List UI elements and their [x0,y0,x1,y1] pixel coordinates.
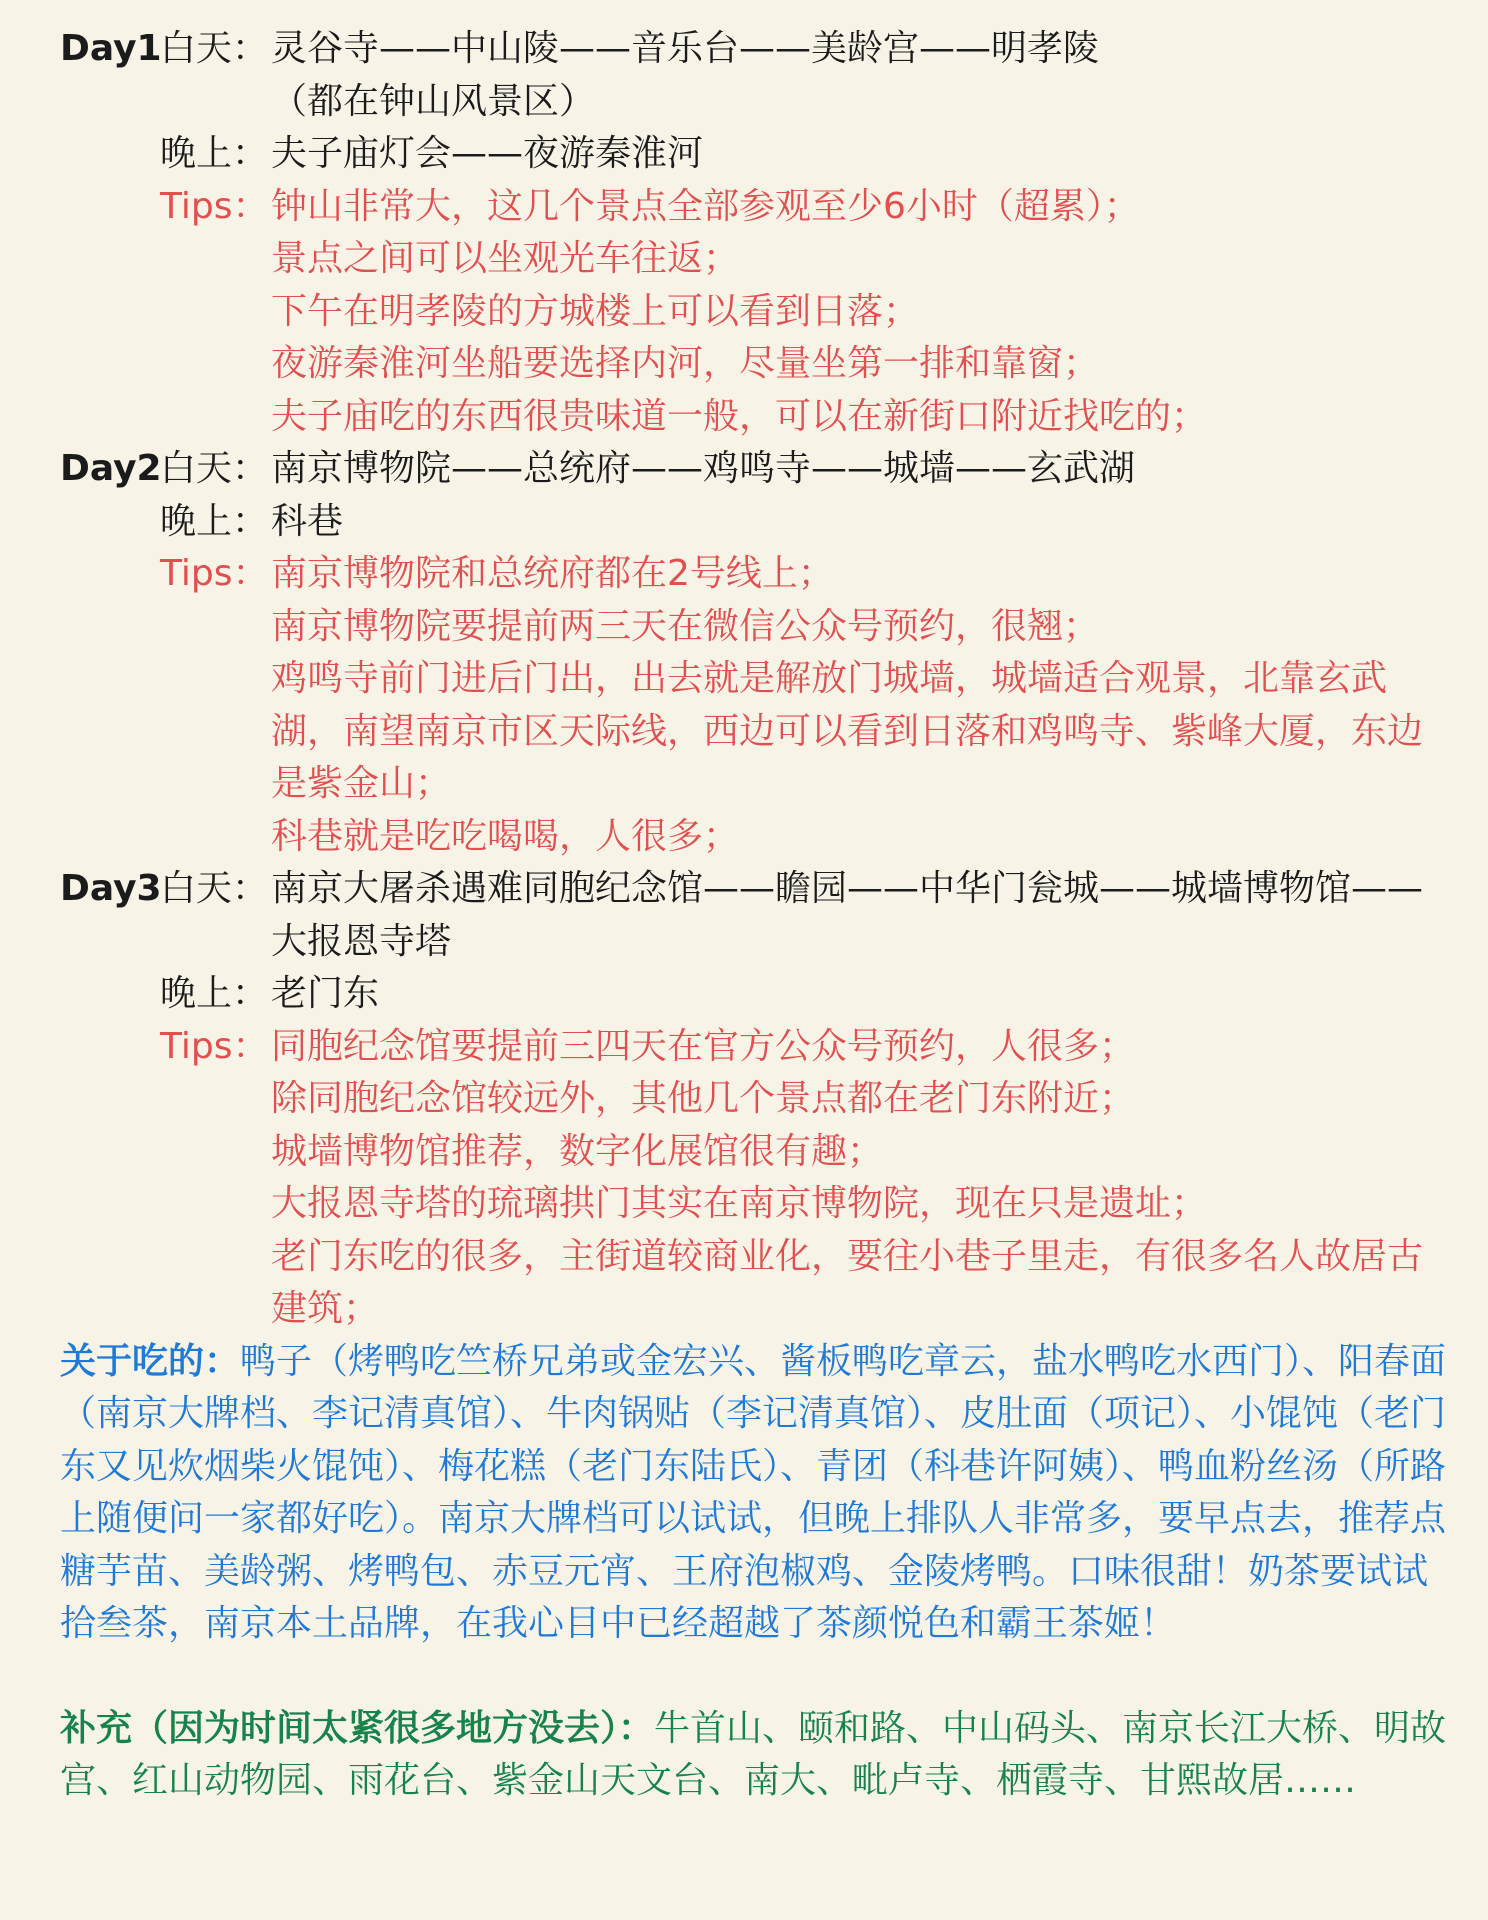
day1-tip: 下午在明孝陵的方城楼上可以看到日落； [271,290,920,332]
day2-tips-label: Tips： [160,553,269,594]
day1-night-label: 晚上： [160,133,269,174]
day3-tip: 城墙博物馆推荐，数字化展馆很有趣； [271,1130,884,1172]
day2-night-route: 科巷 [271,500,344,542]
day1-tips-list [271,181,1448,444]
day3-tips-list [271,1021,1448,1336]
paragraph-spacer [60,1651,1448,1703]
day2-tip: 南京博物院要提前两三天在微信公众号预约，很翘； [271,605,1100,647]
day3-tip: 除同胞纪念馆较远外，其他几个景点都在老门东附近； [271,1078,1136,1119]
day2-daytime-route: 南京博物院——总统府——鸡鸣寺——城墙——玄武湖 [271,448,1136,489]
day2-section [60,443,1448,863]
day1-tip: 夜游秦淮河坐船要选择内河，尽量坐第一排和靠窗； [271,343,1100,384]
day1-tip: 夫子庙吃的东西很贵味道一般，可以在新街口附近找吃的； [271,395,1208,437]
day1-daytime-route [271,23,1448,128]
food-text: 鸭子（烤鸭吃竺桥兄弟或金宏兴、酱板鸭吃章云，盐水鸭吃水西门）、阳春面（南京大牌档、李记清真馆）、牛肉锅贴（李记清真馆）、皮肚面（项记）、小馄饨（老门东又见炊烟柴火馄饨）、梅花糕（老门东陆氏）、青团（科巷许阿姨）、鸭血粉丝汤（所路上随便问一家都好吃）。南京大牌档可以试试，但晚上排队人非常多，要早点去，推荐点糖芋苗、美龄粥、烤鸭包、赤豆元宵、王府泡椒鸡、金陵烤鸭。口味很甜！奶茶要试试拾叁茶，南京本土品牌，在我心目中已经超越了茶颜悦色和霸王茶姬！ [60,1340,1447,1644]
day2-tips-list [271,548,1448,863]
extra-section [60,1703,1448,1808]
day1-tip: 景点之间可以坐观光车往返； [271,238,740,279]
day3-daytime-route: 南京大屠杀遇难同胞纪念馆——瞻园——中华门瓮城——城墙博物馆——大报恩寺塔 [271,868,1424,962]
day3-daytime-label: 白天： [160,868,269,909]
day2-tips-row [60,548,1448,863]
day1-tip: 钟山非常大，这几个景点全部参观至少6小时（超累）； [271,185,1140,227]
day2-daytime-label: 白天： [160,448,269,489]
day1-route-note: （都在钟山风景区） [271,80,596,122]
day2-tip: 鸡鸣寺前门进后门出，出去就是解放门城墙，城墙适合观景，北靠玄武湖，南望南京市区天际线，西边可以看到日落和鸡鸣寺、紫峰大厦，东边是紫金山； [271,658,1424,804]
day2-tip: 科巷就是吃吃喝喝，人很多； [271,815,740,857]
day3-night-label: 晚上： [160,973,269,1014]
day1-section [60,23,1448,443]
day2-night-label: 晚上： [160,500,269,542]
day3-tip: 大报恩寺塔的琉璃拱门其实在南京博物院，现在只是遗址； [271,1183,1208,1224]
day1-tips-row [60,181,1448,444]
day3-tip: 老门东吃的很多，主街道较商业化，要往小巷子里走，有很多名人故居古建筑； [271,1235,1424,1329]
day2-tip: 南京博物院和总统府都在2号线上； [271,553,834,594]
day1-night-route: 夫子庙灯会——夜游秦淮河 [271,133,704,174]
day1-daytime-row [60,23,1448,128]
day1-tips-label: Tips： [160,185,269,227]
food-section [60,1336,1448,1651]
day1-night-row [60,128,1448,181]
day3-tip: 同胞纪念馆要提前三四天在官方公众号预约，人很多； [271,1025,1136,1067]
day3-night-route: 老门东 [271,973,380,1014]
day3-night-row [60,968,1448,1021]
food-heading: 关于吃的： [60,1340,241,1382]
day3-tips-row [60,1021,1448,1336]
extra-heading: 补充（因为时间太紧很多地方没去）： [60,1707,655,1749]
day3-label: Day3 [60,868,162,909]
day2-night-row [60,496,1448,549]
day3-section [60,863,1448,1336]
day2-label: Day2 [60,448,162,489]
day1-daytime-label: 白天： [160,28,269,69]
extra-text: 牛首山、颐和路、中山码头、南京长江大桥、明故宫、红山动物园、雨花台、紫金山天文台、南大、毗卢寺、栖霞寺、甘熙故居…… [60,1707,1447,1801]
day2-daytime-row [60,443,1448,496]
day1-route-line: 灵谷寺——中山陵——音乐台——美龄宫——明孝陵 [271,28,1100,69]
day1-label: Day1 [60,28,162,69]
day3-daytime-row [60,863,1448,968]
day3-tips-label: Tips： [160,1025,269,1067]
